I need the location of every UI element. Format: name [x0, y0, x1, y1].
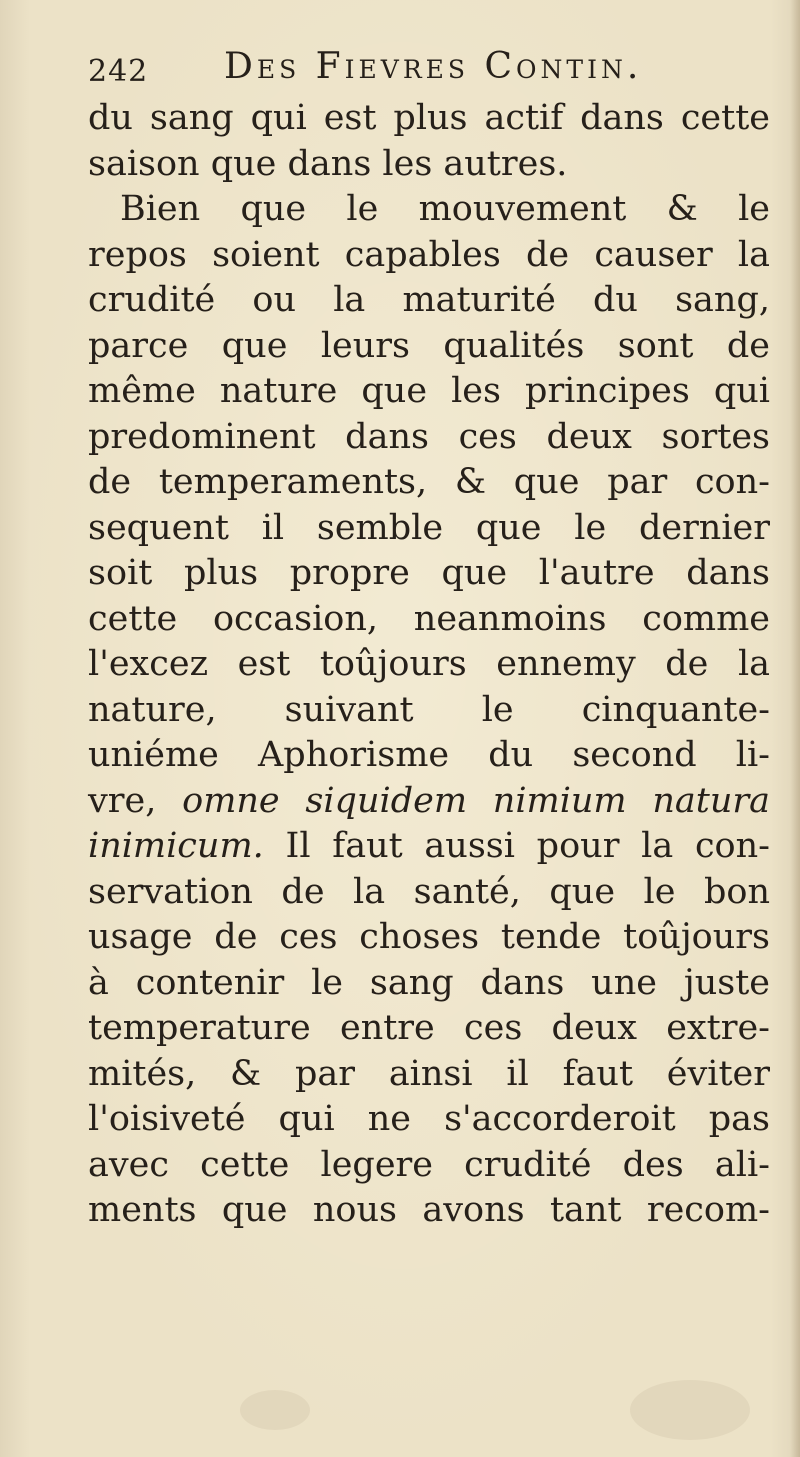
text-line: uniéme Aphorisme du second li-: [88, 735, 770, 775]
text-line: à contenir le sang dans une juste: [88, 962, 770, 1003]
page-header: [88, 42, 728, 102]
text-segment: vre,: [88, 780, 157, 821]
text-line: avec cette legere crudité des ali-: [88, 1144, 770, 1185]
paper-stain: [240, 1390, 310, 1430]
text-line: predominent dans ces deux sortes: [88, 416, 770, 457]
text-line: ments que nous avons tant recom-: [88, 1190, 770, 1230]
text-line: soit plus propre que l'autre dans: [88, 553, 770, 593]
text-line: [88, 779, 770, 825]
text-line: de temperaments, & que par con-: [88, 462, 770, 502]
text-line: crudité ou la maturité du sang,: [88, 280, 770, 320]
text-line: Bien que le mouvement & le: [120, 189, 770, 229]
text-line: même nature que les principes qui: [88, 371, 770, 411]
text-line: [88, 824, 770, 870]
page-edge-shadow: [790, 0, 800, 1457]
text-line: sequent il semble que le dernier: [88, 507, 770, 548]
text-line: du sang qui est plus actif dans cette: [88, 98, 770, 138]
text-line: usage de ces choses tende toûjours: [88, 917, 770, 957]
text-line: temperature entre ces deux extre-: [88, 1008, 770, 1048]
paper-stain: [630, 1380, 750, 1440]
text-line: saison que dans les autres.: [88, 143, 568, 184]
text-line: mités, & par ainsi il faut éviter: [88, 1053, 770, 1094]
text-line: nature, suivant le cinquante-: [88, 689, 770, 730]
text-segment: Il faut aussi pour la con-: [285, 826, 770, 866]
body-text: [88, 96, 770, 1234]
text-line: parce que leurs qualités sont de: [88, 325, 770, 366]
latin-quotation: inimicum.: [88, 826, 264, 866]
latin-quotation: omne siquidem nimium natura: [182, 780, 770, 821]
text-line: cette occasion, neanmoins comme: [88, 598, 770, 639]
text-line: l'oisiveté qui ne s'accorderoit pas: [88, 1099, 770, 1139]
page-number: 242: [88, 54, 149, 89]
text-line: l'excez est toûjours ennemy de la: [88, 644, 770, 684]
text-line: repos soient capables de causer la: [88, 234, 770, 275]
text-line: servation de la santé, que le bon: [88, 871, 770, 912]
running-title: Des Fievres Contin.: [224, 46, 643, 87]
